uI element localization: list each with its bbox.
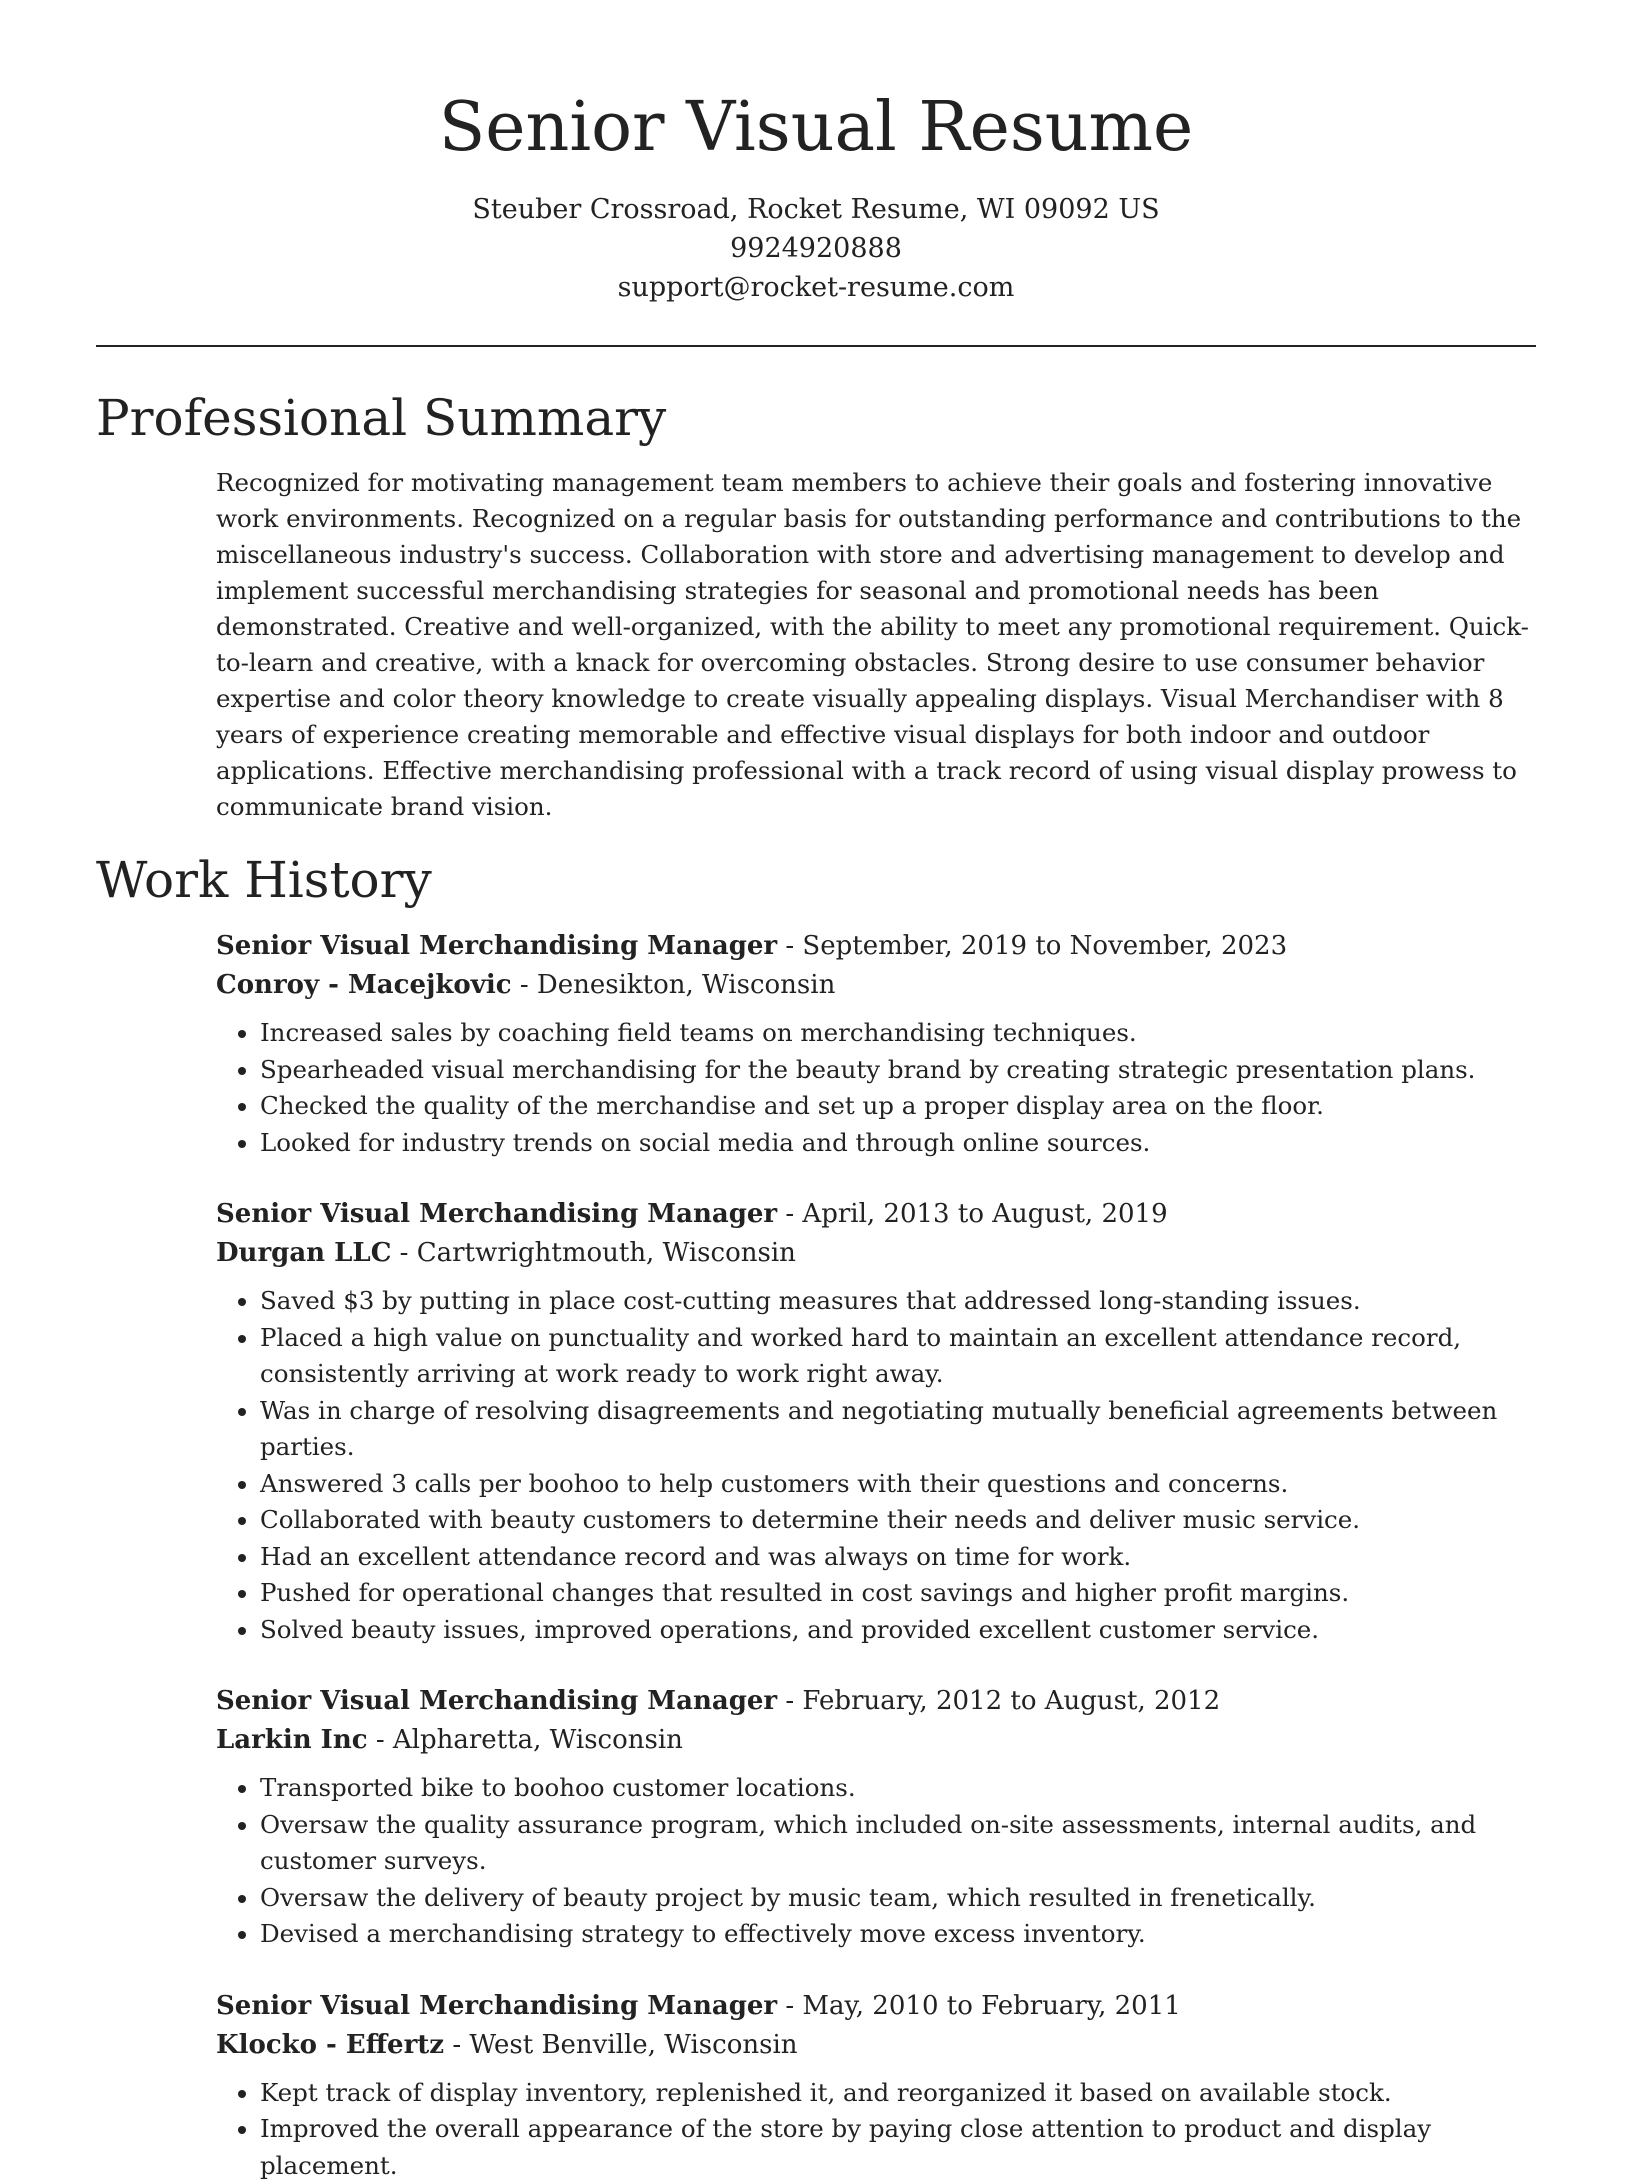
job-bullet: • Devised a merchandising strategy to effectively move excess inventory. — [260, 1916, 1536, 1953]
job-bullet: • Placed a high value on punctuality and worked hard to maintain an excellent attendance record, consistently arriving at work ready to work right away. — [260, 1320, 1536, 1393]
job-bullet: • Oversaw the delivery of beauty project by music team, which resulted in frenetically. — [260, 1880, 1536, 1917]
job-location: - West Benville, Wisconsin — [444, 2030, 797, 2060]
job-company: Durgan LLC — [216, 1238, 391, 1268]
job-bullets — [216, 1770, 1536, 1953]
job-entry — [216, 1195, 1536, 1648]
job-bullet: • Increased sales by coaching field teams on merchandising techniques. — [260, 1015, 1536, 1052]
job-dates: - February, 2012 to August, 2012 — [777, 1686, 1220, 1716]
contact-block — [96, 190, 1536, 307]
job-bullet: • Collaborated with beauty customers to determine their needs and deliver music service. — [260, 1502, 1536, 1539]
job-bullet: • Oversaw the quality assurance program, which included on-site assessments, internal audits, and customer surveys. — [260, 1807, 1536, 1880]
job-title-line — [216, 927, 1536, 966]
contact-phone: 9924920888 — [96, 229, 1536, 268]
job-dates: - May, 2010 to February, 2011 — [777, 1991, 1181, 2021]
job-bullet: • Checked the quality of the merchandise and set up a proper display area on the floor. — [260, 1088, 1536, 1125]
job-company-line — [216, 966, 1536, 1005]
job-bullet: • Was in charge of resolving disagreements and negotiating mutually beneficial agreements between parties. — [260, 1393, 1536, 1466]
job-company-line — [216, 1234, 1536, 1273]
job-bullets — [216, 2075, 1536, 2184]
job-company-line — [216, 2026, 1536, 2065]
job-role: Senior Visual Merchandising Manager — [216, 1686, 777, 1716]
job-entry — [216, 1987, 1536, 2184]
job-location: - Alpharetta, Wisconsin — [368, 1725, 683, 1755]
job-title-line — [216, 1195, 1536, 1234]
job-bullet: • Had an excellent attendance record and was always on time for work. — [260, 1539, 1536, 1576]
job-bullets — [216, 1015, 1536, 1161]
job-location: - Denesikton, Wisconsin — [512, 970, 836, 1000]
job-role: Senior Visual Merchandising Manager — [216, 1199, 777, 1229]
job-title-line — [216, 1682, 1536, 1721]
summary-text: Recognized for motivating management team members to achieve their goals and fostering innovative work environments. Recognized on a regular basis for outstanding performance and contributions to the miscellaneous industry's success. Collaboration with store and advertising management to develop and implement successful merchandising strategies for seasonal and promotional needs has been demonstrated. Creative and well-organized, with the ability to meet any promotional requirement. Quick-to-learn and creative, with a knack for overcoming obstacles. Strong desire to use consumer behavior expertise and color theory knowledge to create visually appealing displays. Visual Merchandiser with 8 years of experience creating memorable and effective visual displays for both indoor and outdoor applications. Effective merchandising professional with a track record of using visual display prowess to communicate brand vision. — [216, 465, 1536, 825]
summary-heading: Professional Summary — [96, 385, 1536, 451]
work-history-list — [216, 927, 1536, 2184]
job-company: Klocko - Effertz — [216, 2030, 444, 2060]
job-bullets — [216, 1283, 1536, 1648]
contact-address: Steuber Crossroad, Rocket Resume, WI 09092 US — [96, 190, 1536, 229]
job-dates: - April, 2013 to August, 2019 — [777, 1199, 1168, 1229]
job-location: - Cartwrightmouth, Wisconsin — [391, 1238, 796, 1268]
job-bullet: • Improved the overall appearance of the store by paying close attention to product and display placement. — [260, 2111, 1536, 2184]
job-bullet: • Spearheaded visual merchandising for the beauty brand by creating strategic presentation plans. — [260, 1052, 1536, 1089]
job-bullet: • Kept track of display inventory, replenished it, and reorganized it based on available stock. — [260, 2075, 1536, 2112]
job-bullet: • Looked for industry trends on social media and through online sources. — [260, 1125, 1536, 1162]
job-company: Larkin Inc — [216, 1725, 368, 1755]
job-bullet: • Pushed for operational changes that resulted in cost savings and higher profit margins. — [260, 1575, 1536, 1612]
contact-email: support@rocket-resume.com — [96, 268, 1536, 307]
job-company-line — [216, 1721, 1536, 1760]
job-role: Senior Visual Merchandising Manager — [216, 1991, 777, 2021]
job-bullet: • Solved beauty issues, improved operations, and provided excellent customer service. — [260, 1612, 1536, 1649]
job-company: Conroy - Macejkovic — [216, 970, 512, 1000]
job-dates: - September, 2019 to November, 2023 — [777, 931, 1287, 961]
work-history-heading: Work History — [96, 847, 1536, 913]
job-role: Senior Visual Merchandising Manager — [216, 931, 777, 961]
job-entry — [216, 927, 1536, 1161]
job-bullet: • Transported bike to boohoo customer locations. — [260, 1770, 1536, 1807]
job-bullet: • Saved $3 by putting in place cost-cutting measures that addressed long-standing issues. — [260, 1283, 1536, 1320]
job-bullet: • Answered 3 calls per boohoo to help customers with their questions and concerns. — [260, 1466, 1536, 1503]
resume-header — [96, 0, 1536, 307]
job-title-line — [216, 1987, 1536, 2026]
resume-page — [96, 0, 1536, 2184]
job-entry — [216, 1682, 1536, 1953]
header-divider — [96, 345, 1536, 347]
resume-name: Senior Visual Resume — [96, 84, 1536, 172]
